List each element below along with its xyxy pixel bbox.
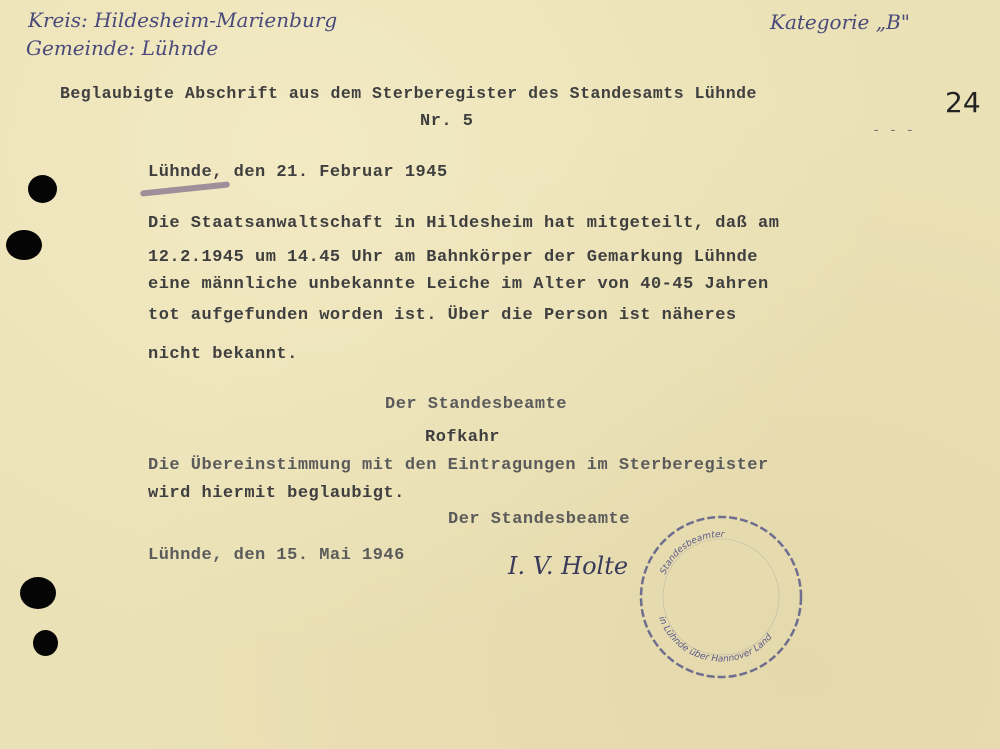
punch-hole	[28, 175, 57, 203]
body-line: eine männliche unbekannte Leiche im Alter von 40-45 Jahren	[148, 275, 769, 294]
body-line: 12.2.1945 um 14.45 Uhr am Bahnkörper der Gemarkung Lühnde	[148, 248, 758, 267]
document-title: Beglaubigte Abschrift aus dem Sterberegister des Standesamts Lühnde	[60, 84, 757, 103]
svg-text:in Lühnde über Hannover Land	[656, 615, 775, 664]
body-line: nicht bekannt.	[148, 345, 298, 364]
official-seal-stamp	[636, 512, 806, 687]
punch-hole	[33, 630, 58, 656]
ink-stroke	[140, 181, 230, 196]
register-number: Nr. 5	[420, 112, 474, 131]
handwritten-district: Kreis: Hildesheim-Marienburg	[28, 8, 338, 32]
handwritten-category: Kategorie „B"	[770, 10, 910, 34]
dash-marks: - - -	[872, 123, 915, 139]
certification-line: Die Übereinstimmung mit den Eintragungen im Sterberegister	[148, 456, 769, 475]
certification-line: wird hiermit beglaubigt.	[148, 484, 405, 503]
place-date: Lühnde, den 21. Februar 1945	[148, 163, 448, 182]
punch-hole	[6, 230, 42, 260]
punch-hole	[20, 577, 56, 609]
body-line: tot aufgefunden worden ist. Über die Person ist näheres	[148, 306, 737, 325]
official-name: Rofkahr	[425, 428, 500, 447]
official-title: Der Standesbeamte	[385, 395, 567, 414]
official-title: Der Standesbeamte	[448, 510, 630, 529]
signature: I. V. Holte	[508, 552, 629, 580]
page-number: 24	[945, 86, 981, 119]
certification-place-date: Lühnde, den 15. Mai 1946	[148, 546, 405, 565]
handwritten-municipality: Gemeinde: Lühnde	[26, 36, 219, 60]
stamp-text-top: Standesbeamter	[658, 529, 725, 577]
body-line: Die Staatsanwaltschaft in Hildesheim hat mitgeteilt, daß am	[148, 214, 780, 233]
stamp-text-bottom: in Lühnde über Hannover Land	[655, 615, 775, 665]
